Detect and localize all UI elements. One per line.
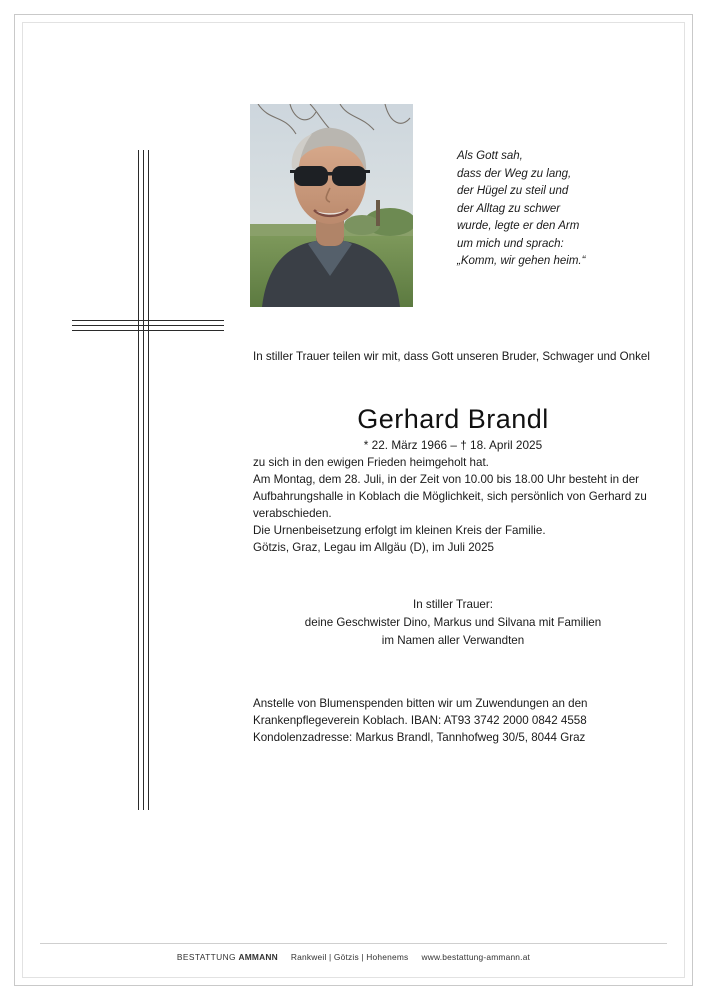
poem-line: um mich und sprach: [457, 237, 564, 250]
urnenbeisetzung-text: Die Urnenbeisetzung erfolgt im kleinen Kreis der Familie. [253, 524, 546, 537]
poem-line: der Alltag zu schwer [457, 202, 561, 215]
footer-website[interactable]: www.bestattung-ammann.at [421, 952, 531, 962]
poem-line: „Komm, wir gehen heim.“ [457, 255, 586, 267]
mourning-title: In stiller Trauer: [413, 598, 493, 611]
footer [40, 943, 667, 962]
donations-block [253, 695, 653, 729]
place-and-date: Götzis, Graz, Legau im Allgäu (D), im Juli 2025 [253, 541, 494, 554]
footer-brand-name: AMMANN [238, 952, 278, 962]
poem-line: Als Gott sah, [457, 150, 523, 162]
cross-vertical-line-2 [143, 150, 144, 810]
footer-brand-prefix: BESTATTUNG [176, 952, 236, 962]
cross-vertical-line-1 [138, 150, 139, 810]
obituary-text [253, 348, 653, 746]
cross-horizontal-line-3 [72, 330, 224, 331]
intro-text: In stiller Trauer teilen wir mit, dass Gott unseren Bruder, Schwager und Onkel [253, 350, 650, 363]
poem-line: dass der Weg zu lang, [457, 167, 572, 180]
donations-line-1: Anstelle von Blumenspenden bitten wir um Zuwendungen an den [253, 697, 588, 710]
mourning-block [253, 596, 653, 650]
aufbahrung-text: Am Montag, dem 28. Juli, in der Zeit von 10.00 bis 18.00 Uhr besteht in der Aufbahrungshalle in Koblach die Möglichkeit, sich persönlich von Gerhard zu verabschieden. [253, 473, 647, 520]
cross-icon [60, 150, 235, 810]
deceased-name: Gerhard Brandl [357, 404, 549, 434]
cross-horizontal-line-2 [72, 325, 224, 326]
birth-death-dates: * 22. März 1966 – † 18. April 2025 [363, 438, 543, 452]
cross-horizontal-line-1 [72, 320, 224, 321]
poem-line: wurde, legte er den Arm [457, 220, 580, 232]
portrait-photo [250, 104, 413, 307]
poem-block [457, 148, 657, 271]
mourning-relatives: deine Geschwister Dino, Markus und Silvana mit Familien [304, 616, 602, 629]
poem-line: der Hügel zu steil und [457, 185, 569, 197]
heimgeholt-text: zu sich in den ewigen Frieden heimgeholt hat. [253, 456, 489, 469]
footer-locations: Rankweil | Götzis | Hohenems [290, 952, 409, 962]
condolence-address: Kondolenzadresse: Markus Brandl, Tannhofweg 30/5, 8044 Graz [253, 731, 586, 744]
donations-line-2: Krankenpflegeverein Koblach. IBAN: AT93 3742 2000 0842 4558 [253, 714, 587, 727]
mourning-all-relatives: im Namen aller Verwandten [381, 634, 525, 647]
cross-vertical-line-3 [148, 150, 149, 810]
portrait-photo-image [250, 104, 413, 307]
